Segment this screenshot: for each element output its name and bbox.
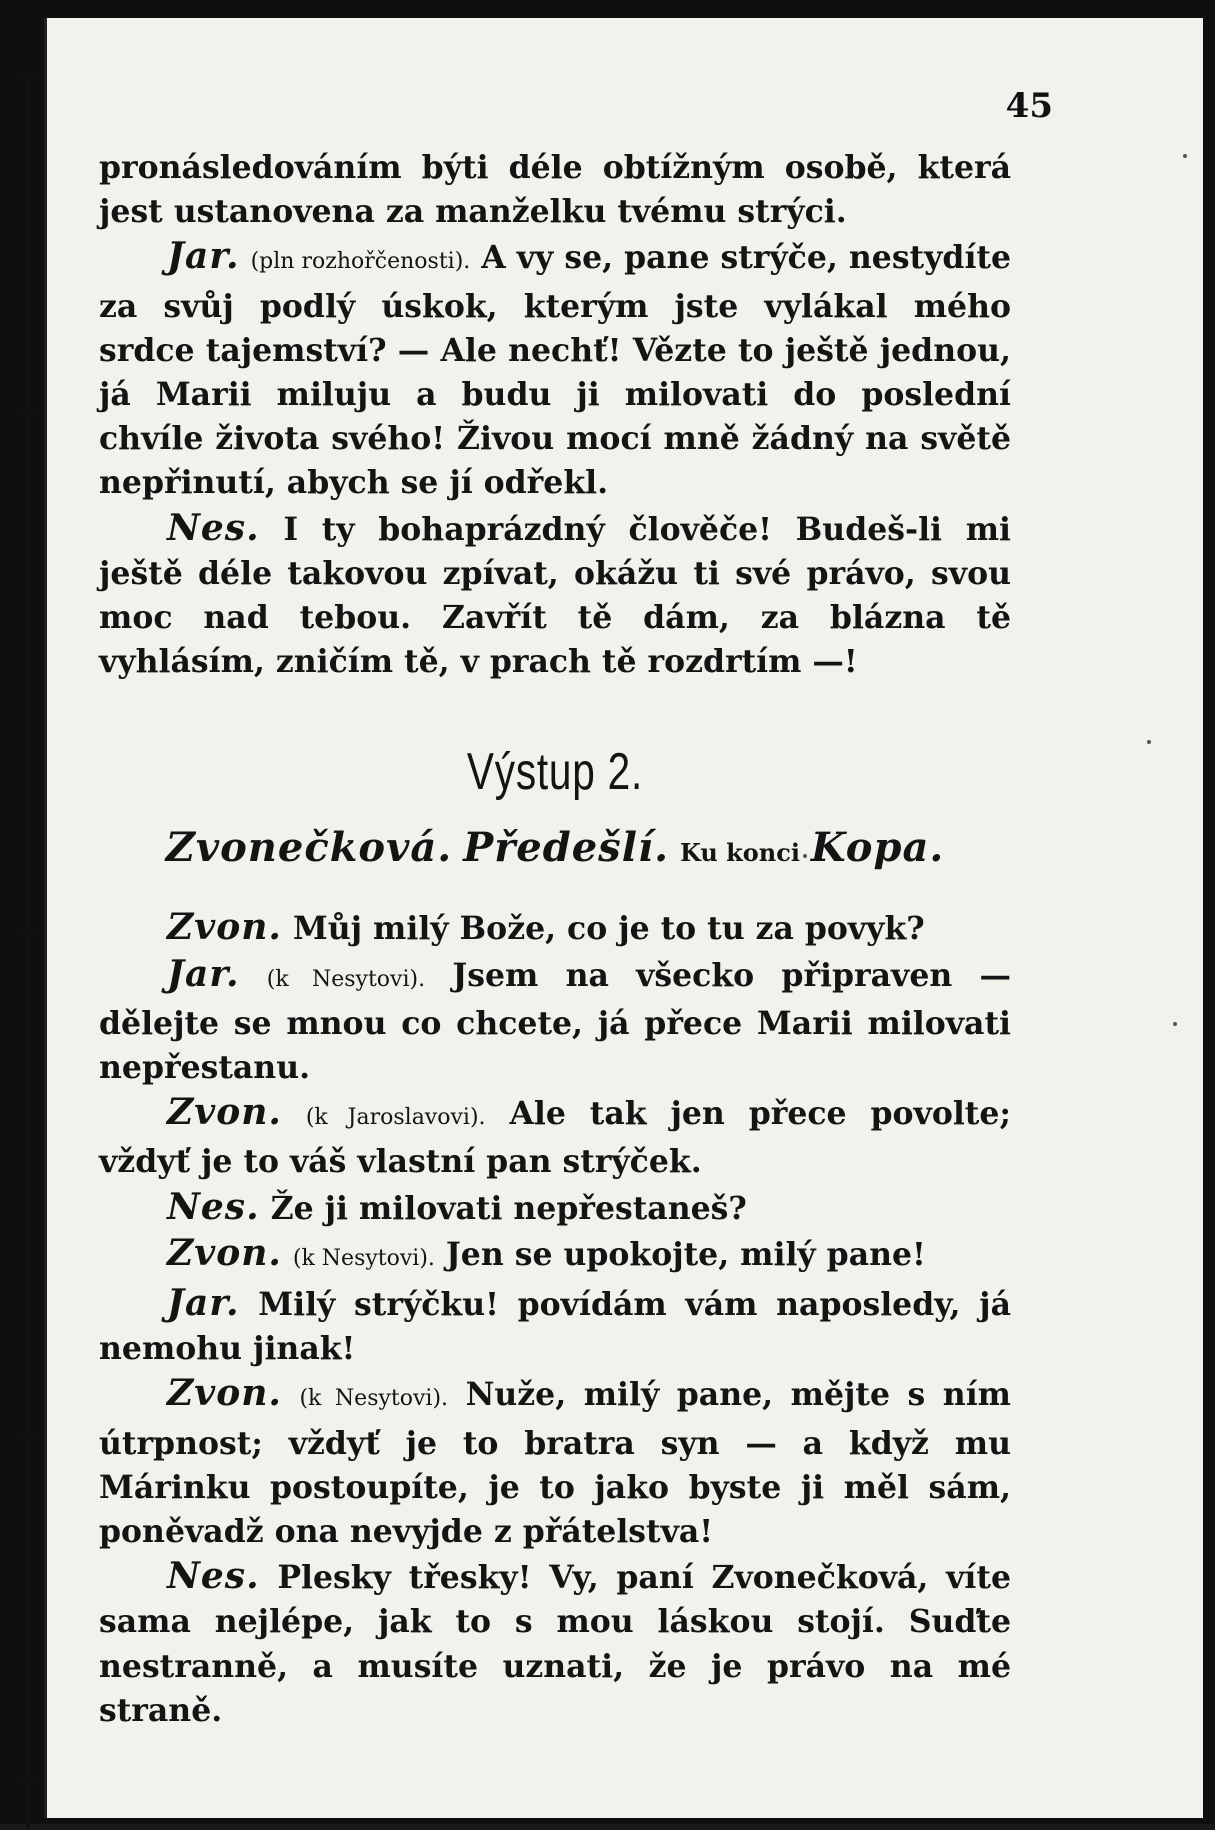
speaker-name: Nes. <box>167 1555 260 1598</box>
margin-mark <box>14 1776 44 1779</box>
margin-mark <box>14 1432 44 1435</box>
stage-direction: (k Jaroslavovi). <box>305 1105 486 1131</box>
margin-mark <box>14 78 44 81</box>
speaker-name: Jar. <box>167 235 240 278</box>
stage-direction: Ku konci <box>679 838 800 868</box>
paragraph <box>99 146 1011 234</box>
paragraph <box>99 1090 1011 1184</box>
paragraph-text: Můj milý Bože, co je to tu za povyk? <box>292 910 925 948</box>
speaker-name: Zvon. <box>167 1091 282 1134</box>
paragraph <box>99 234 1011 505</box>
stage-direction: (pln rozhořčenosti). <box>250 249 471 275</box>
paragraph-text: Nuže, milý pane, mějte s ním útrpnost; vždyť je to bratra syn — a když mu Márinku postoupíte, je to jako byste ji měl sám, poněvadž ona nevyjde z přátelstva! <box>99 1376 1011 1551</box>
speaker-name: Jar. <box>167 952 240 995</box>
person-name: Zvonečková. <box>165 824 453 872</box>
book-spine <box>26 70 30 1830</box>
page-number: 45 <box>1005 86 1053 126</box>
paragraph-text: Jsem na všecko připraven — dělejte se mnou co chcete, já přece Marii milovati nepřestanu. <box>99 956 1012 1087</box>
paragraph-text: I ty bohaprázdný člověče! Budeš-li mi ještě déle takovou zpívat, okážu ti své právo, svou moc nad tebou. Zavřít tě dám, za blázna tě vyhlásím, zničím tě, v prach tě rozdrtím —! <box>99 510 1011 681</box>
margin-mark <box>14 932 44 935</box>
paragraph-text: pronásledováním býti déle obtížným osobě, která jest ustanovena za manželku tvému strýci. <box>99 149 1011 231</box>
paragraph-text: Jen se upokojte, milý pane! <box>445 1235 926 1273</box>
margin-mark <box>14 410 44 413</box>
speaker-name: Nes. <box>167 506 260 549</box>
paragraph <box>99 1185 1011 1231</box>
paragraph <box>99 1281 1011 1371</box>
stage-direction: (k Nesytovi). <box>299 1386 449 1412</box>
paragraph <box>99 1554 1011 1733</box>
scan-speck <box>1147 740 1151 744</box>
scan-speck <box>1173 1022 1177 1026</box>
paragraph <box>99 1231 1011 1281</box>
paragraph-text: Milý strýčku! povídám vám naposledy, já nemohu jinak! <box>99 1286 1011 1368</box>
paragraph <box>99 952 1011 1091</box>
paragraph <box>99 905 1011 951</box>
stage-direction: (k Nesytovi). <box>266 966 426 992</box>
paragraph-text: Že ji milovati nepřestaneš? <box>270 1189 747 1227</box>
scene-title: Výstup 2. <box>466 743 644 802</box>
page-text <box>99 146 1011 1733</box>
speaker-name: Zvon. <box>167 906 282 949</box>
person-name: Kopa. <box>810 824 945 872</box>
speaker-name: Zvon. <box>167 1231 282 1274</box>
person-name: Předešlí. <box>463 824 670 872</box>
stage-direction: (k Nesytovi). <box>292 1245 435 1271</box>
speaker-name: Jar. <box>167 1282 240 1325</box>
paragraph <box>99 1371 1011 1554</box>
scan-speck <box>1183 154 1187 158</box>
speaker-name: Nes. <box>167 1185 260 1228</box>
paragraph-text: A vy se, pane strýče, nestydíte za svůj podlý úskok, kterým jste vylákal mého srdce tajemství? — Ale nechť! Vězte to ještě jednou, já Marii miluju a budu ji milovati do poslední chvíle života svého! Živou mocí mně žádný na světě nepřinutí, abych se jí odřekl. <box>99 239 1011 502</box>
paragraph-text: Ale tak jen přece povolte; vždyť je to váš vlastní pan strýček. <box>99 1095 1012 1181</box>
scene-persons <box>99 820 1011 881</box>
paragraph-text: Plesky třesky! Vy, paní Zvonečková, víte sama nejlépe, jak to s mou láskou stojí. Suďte nestranně, a musíte uznati, že je právo na mé straně. <box>99 1559 1011 1729</box>
paragraph <box>99 506 1011 685</box>
book-page <box>44 18 1203 1818</box>
scan-speck <box>803 854 807 858</box>
speaker-name: Zvon. <box>167 1372 282 1415</box>
